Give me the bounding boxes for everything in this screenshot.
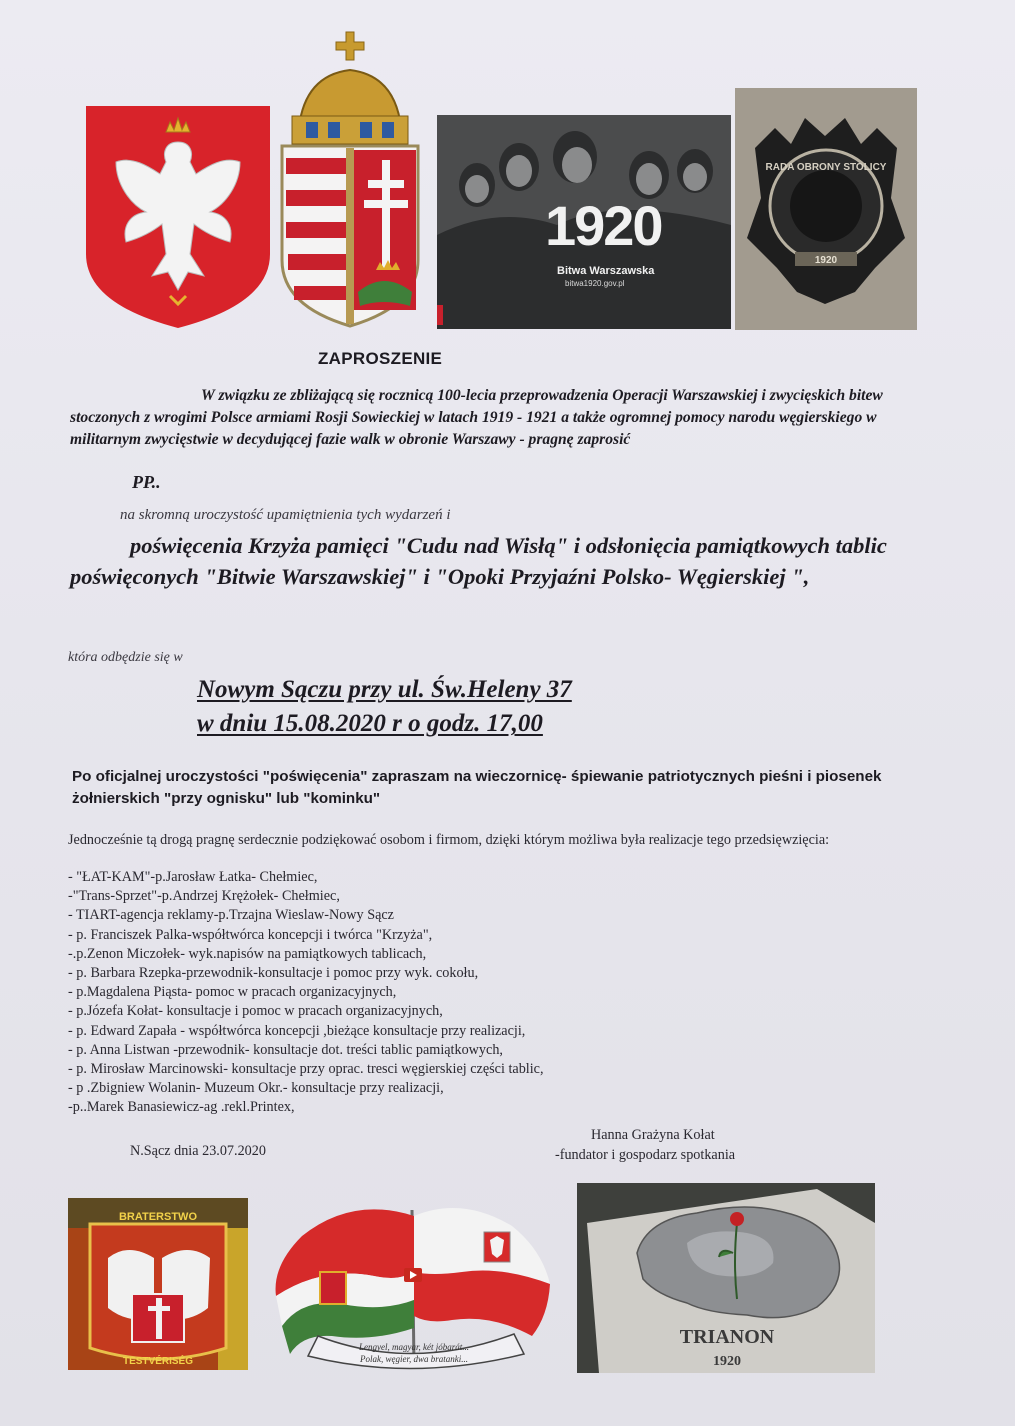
badge-text: RADA OBRONY STOLICY — [765, 162, 887, 173]
trianon-label: TRIANON — [679, 1326, 775, 1348]
list-item: -p..Marek Banasiewicz-ag .rekl.Printex, — [68, 1099, 295, 1116]
signature-name: Hanna Grażyna Kołat — [591, 1127, 715, 1143]
trianon-plaque-photo — [577, 1183, 875, 1373]
signature-block — [555, 1125, 735, 1165]
poster-url: bitwa1920.gov.pl — [565, 279, 625, 288]
poster-year: 1920 — [545, 194, 662, 257]
trianon-plaque — [577, 1183, 875, 1373]
list-item: -.p.Zenon Miczołek- wyk.napisów na pamiątkowych tablicach, — [68, 945, 427, 962]
banner-bottom-text: TESTVÉRISÉG — [122, 1356, 194, 1367]
list-item: - p. Edward Zapała - współtwórca koncepcji ,bieżące konsultacje przy realizacji, — [68, 1022, 526, 1039]
badge-year: 1920 — [814, 255, 838, 266]
evening-paragraph: Po oficjalnej uroczystości "poświęcenia" zapraszam na wieczornicę- śpiewanie patriotycznych pieśni i piosenek żołnierskich "przy ognisku" lub "kominku" — [72, 768, 882, 807]
place-date: N.Sącz dnia 23.07.2020 — [130, 1143, 266, 1159]
list-item: - TIART-agencja reklamy-p.Trzajna Wieslaw-Nowy Sącz — [68, 907, 394, 924]
ceremony-line: na skromną uroczystość upamiętnienia tych wydarzeń i — [120, 507, 451, 523]
poster-subtitle: Bitwa Warszawska — [557, 265, 655, 277]
rada-obrony-stolicy-badge — [735, 88, 917, 330]
intro-text: W związku ze zbliżającą się rocznicą 100-lecia przeprowadzenia Operacji Warszawskiej i zwycięskich bitew stoczonych z wrogimi Polsce armiami Rosji Sowieckiej w latach 1919 - 1921 a także ogromnej pomocy narodu węgierskiego w militarnym zwycięstwie w decydującej fazie walk w obronie Warszawy - pragnę zaprosić — [70, 387, 883, 448]
banner-top-text: BRATERSTWO — [118, 1211, 198, 1223]
list-item: - p .Zbigniew Wolanin- Muzeum Okr.- konsultacje przy realizacji, — [68, 1080, 444, 1097]
event-place-date — [197, 673, 572, 741]
page-title: ZAPROSZENIE — [318, 349, 443, 368]
list-item: - p. Franciszek Palka-współtwórca koncepcji i twórca "Krzyża", — [68, 926, 433, 943]
event-datetime: w dniu 15.08.2020 r o godz. 17,00 — [197, 710, 543, 737]
location-intro: która odbędzie się w — [68, 650, 183, 665]
bratanki-banner-photo — [68, 1198, 248, 1370]
banner-artwork — [68, 1198, 248, 1370]
list-item: - p. Anna Listwan -przewodnik- konsultacje dot. treści tablic pamiątkowych, — [68, 1041, 503, 1058]
intro-paragraph — [70, 385, 950, 451]
list-item: - p. Barbara Rzepka-przewodnik-konsultacje i pomoc przy wyk. cokołu, — [68, 965, 479, 982]
list-item: -"Trans-Sprzet"-p.Andrzej Krężołek- Chełmiec, — [68, 888, 340, 905]
list-item: - p.Józefa Kołat- konsultacje i pomoc w pracach organizacyjnych, — [68, 1003, 443, 1020]
ribbon-line-1: Lengyel, magyar, két jóbarát... — [359, 1342, 469, 1352]
pp-line: PP.. — [132, 472, 161, 492]
list-item: - "ŁAT-KAM"-p.Jarosław Łatka- Chełmiec, — [68, 869, 318, 885]
signature-role: -fundator i gospodarz spotkania — [555, 1147, 736, 1163]
polish-hungarian-flags — [262, 1196, 558, 1370]
bitwa-warszawska-poster — [437, 115, 731, 329]
headline-text: poświęcenia Krzyża pamięci "Cudu nad Wisłą" i odsłonięcia pamiątkowych tablic poświęconych "Bitwie Warszawskiej" i "Opoki Przyjaźni Polsko- Węgierskiej ", — [70, 533, 887, 589]
hungarian-coat-of-arms — [280, 30, 420, 328]
headline-paragraph — [70, 530, 950, 592]
polish-eagle-emblem — [82, 104, 274, 330]
ribbon-line-2: Polak, węgier, dwa bratanki... — [360, 1354, 468, 1364]
event-address: Nowym Sączu przy ul. Św.Heleny 37 — [197, 676, 572, 703]
list-item: - p.Magdalena Piąsta- pomoc w pracach organizacyjnych, — [68, 984, 397, 1001]
thanks-paragraph: Jednocześnie tą drogą pragnę serdecznie podziękować osobom i firmom, dzięki którym możliwa była realizacje tego przedsięwzięcia: — [68, 832, 830, 848]
list-item: - p. Mirosław Marcinowski- konsultacje przy oprac. tresci węgierskiej części tablic, — [68, 1061, 544, 1078]
thanks-list — [68, 868, 788, 1118]
trianon-year: 1920 — [713, 1354, 741, 1369]
